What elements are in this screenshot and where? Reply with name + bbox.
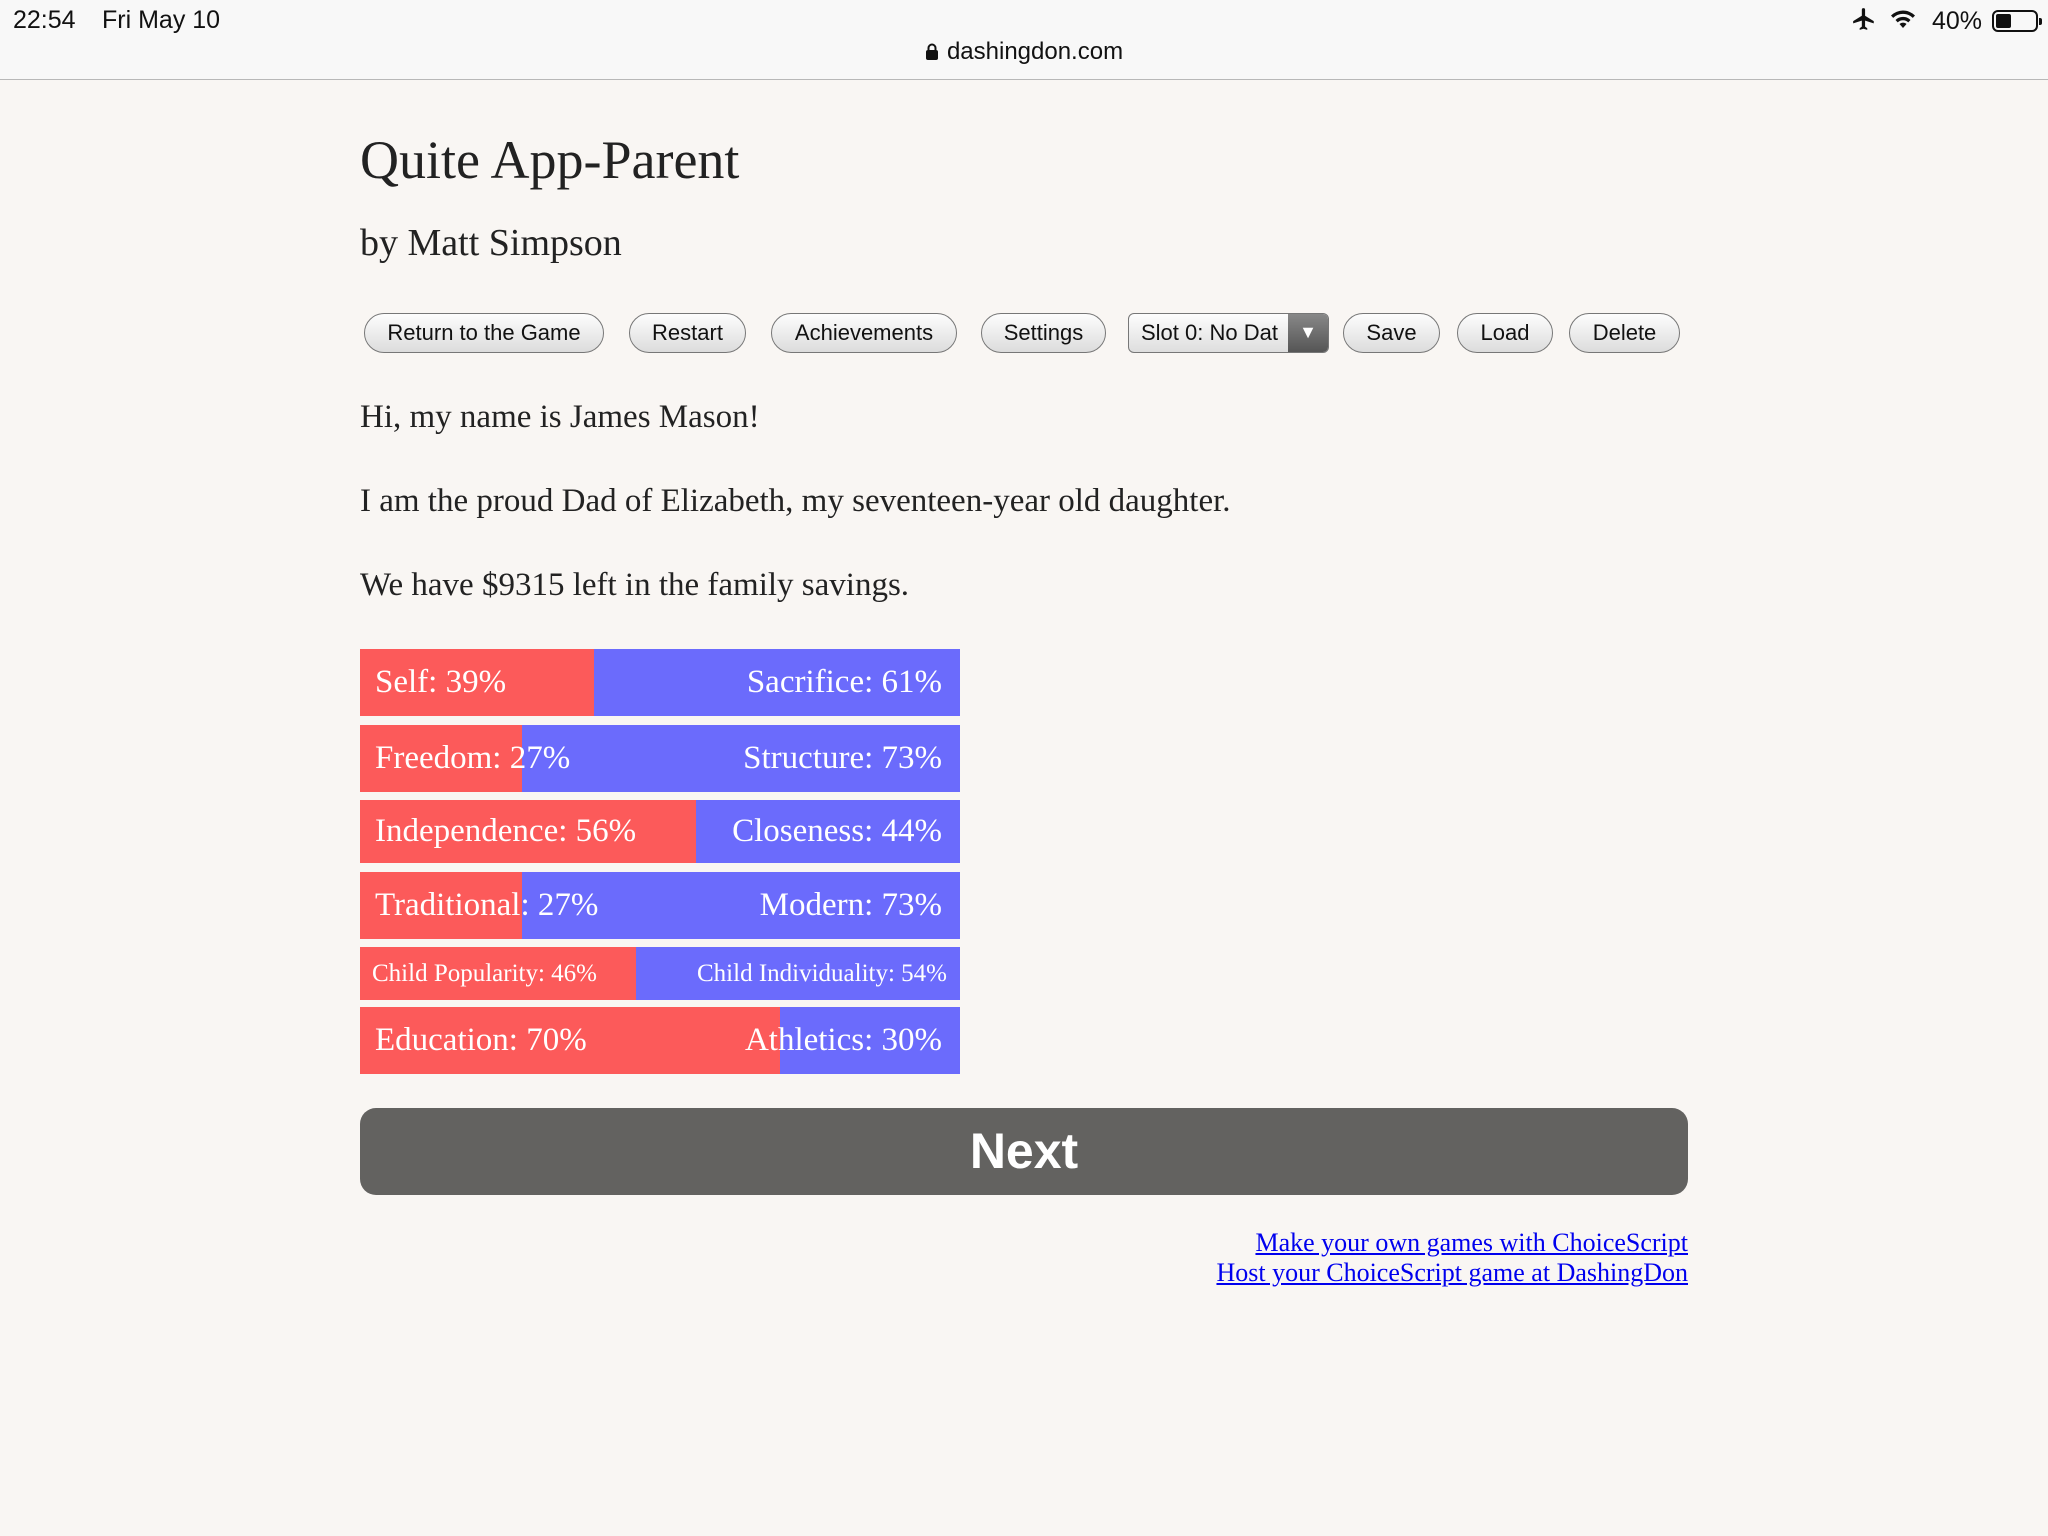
restart-button[interactable]: Restart — [629, 313, 746, 353]
stat-right-label: Modern: 73% — [759, 887, 942, 923]
stat-bar-popularity-individuality — [360, 947, 960, 1000]
game-author: by Matt Simpson — [360, 222, 622, 264]
url-text: dashingdon.com — [946, 38, 1124, 65]
save-slot-value: Slot 0: No Dat — [1141, 320, 1278, 345]
save-button[interactable]: Save — [1343, 313, 1440, 353]
address-bar[interactable] — [0, 38, 2048, 68]
footer-links — [1216, 1228, 1688, 1288]
status-time: 22:54 — [13, 6, 76, 34]
stat-bar-education-athletics — [360, 1007, 960, 1074]
dashingdon-link[interactable]: Host your ChoiceScript game at DashingDon — [1216, 1258, 1688, 1287]
save-slot-select[interactable] — [1128, 313, 1329, 353]
story-paragraph: We have $9315 left in the family savings. — [360, 567, 910, 603]
stat-left-label: Self: 39% — [375, 664, 507, 700]
game-toolbar — [364, 313, 1694, 353]
stat-left-label: Education: 70% — [375, 1022, 587, 1058]
airplane-icon — [1850, 6, 1878, 37]
status-indicators — [1850, 6, 2038, 36]
stat-right-label: Athletics: 30% — [744, 1022, 942, 1058]
stat-left-label: Traditional: 27% — [375, 887, 599, 923]
return-to-game-button[interactable]: Return to the Game — [364, 313, 604, 353]
next-button[interactable]: Next — [360, 1108, 1688, 1195]
stat-bars — [360, 649, 960, 1074]
settings-button[interactable]: Settings — [981, 313, 1106, 353]
battery-icon — [1992, 10, 2038, 32]
chevron-down-icon: ▼ — [1288, 314, 1328, 352]
stat-bar-self-sacrifice — [360, 649, 960, 716]
battery-percent: 40% — [1931, 6, 1982, 35]
stat-bar-freedom-structure — [360, 725, 960, 792]
stat-right-label: Child Individuality: 54% — [697, 959, 947, 987]
delete-button[interactable]: Delete — [1569, 313, 1680, 353]
stat-bar-independence-closeness — [360, 800, 960, 863]
stat-left-label: Freedom: 27% — [375, 740, 571, 776]
story-paragraph: I am the proud Dad of Elizabeth, my seventeen-year old daughter. — [360, 483, 1231, 519]
stat-left-label: Independence: 56% — [375, 813, 637, 849]
browser-top-bar — [0, 0, 2048, 80]
stat-right-label: Closeness: 44% — [732, 813, 942, 849]
status-date: Fri May 10 — [102, 6, 221, 34]
stat-right-label: Structure: 73% — [743, 740, 942, 776]
load-button[interactable]: Load — [1457, 313, 1553, 353]
achievements-button[interactable]: Achievements — [771, 313, 957, 353]
stat-left-label: Child Popularity: 46% — [372, 959, 597, 987]
choicescript-link[interactable]: Make your own games with ChoiceScript — [1255, 1228, 1688, 1257]
lock-icon — [925, 40, 939, 68]
story-paragraph: Hi, my name is James Mason! — [360, 399, 760, 435]
game-title: Quite App-Parent — [360, 130, 740, 190]
wifi-icon — [1888, 7, 1918, 36]
stat-bar-traditional-modern — [360, 872, 960, 939]
stat-right-label: Sacrifice: 61% — [746, 664, 942, 700]
